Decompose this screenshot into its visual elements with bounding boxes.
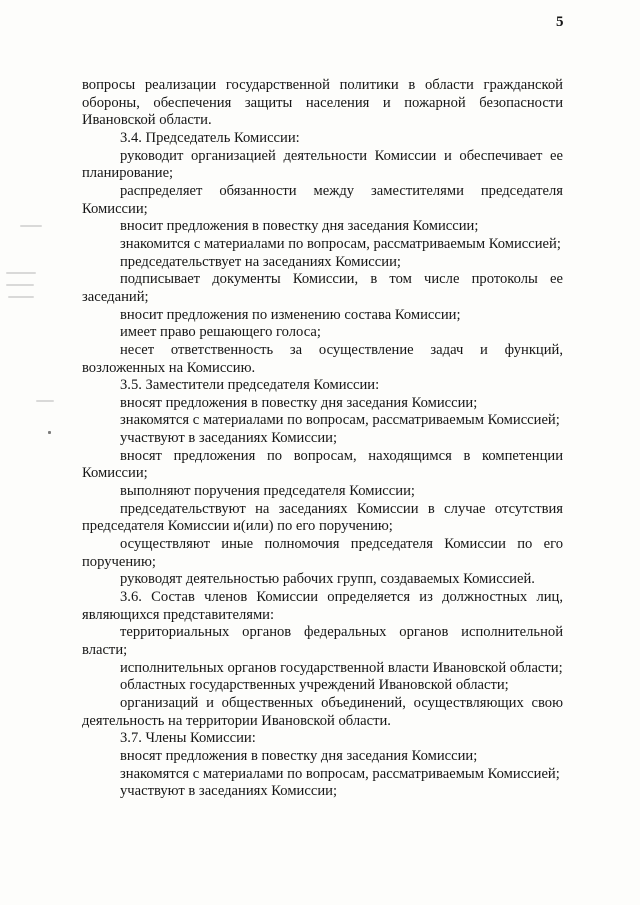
paragraph: вносят предложения по вопросам, находящимся в компетенции Комиссии;	[82, 447, 563, 482]
paragraph: подписывает документы Комиссии, в том числе протоколы ее заседаний;	[82, 271, 563, 305]
page-number: 5	[556, 14, 564, 30]
paragraph: территориальных органов федеральных органов исполнительной власти;	[82, 624, 563, 658]
paragraph: вносит предложения в повестку дня заседания Комиссии;	[120, 218, 479, 235]
scan-speck	[20, 225, 42, 227]
paragraph: осуществляют иные полномочия председателя Комиссии по его поручению;	[82, 536, 563, 570]
paragraph: распределяет обязанности между заместителями председателя Комиссии;	[82, 182, 563, 217]
paragraph: руководит организацией деятельности Комиссии и обеспечивает ее планирование;	[82, 147, 563, 182]
paragraph: вносят предложения в повестку дня заседания Комиссии;	[120, 394, 478, 411]
scan-speck	[48, 431, 51, 434]
paragraph: участвуют в заседаниях Комиссии;	[120, 430, 337, 447]
paragraph: вопросы реализации государственной политики в области гражданской обороны, обеспечения защиты населения и пожарной безопасности Ивановской области.	[82, 77, 563, 129]
paragraph: руководят деятельностью рабочих групп, создаваемых Комиссией.	[120, 571, 535, 588]
scan-speck	[36, 400, 54, 402]
section-heading: 3.5. Заместители председателя Комиссии:	[120, 377, 380, 394]
paragraph: вносит предложения по изменению состава Комиссии;	[120, 306, 461, 323]
document-body	[82, 77, 563, 801]
scan-speck	[6, 284, 34, 286]
section-heading: 3.4. Председатель Комиссии:	[120, 129, 300, 146]
section-heading: 3.7. Члены Комиссии:	[120, 730, 256, 747]
paragraph: председательствуют на заседаниях Комиссии в случае отсутствия председателя Комиссии и(или) по его поручению;	[82, 500, 563, 535]
paragraph: областных государственных учреждений Ивановской области;	[120, 677, 509, 694]
paragraph: организаций и общественных объединений, осуществляющих свою деятельность на территории Ивановской области.	[82, 694, 563, 729]
paragraph: выполняют поручения председателя Комиссии;	[120, 483, 415, 500]
scan-speck	[6, 272, 36, 274]
paragraph: несет ответственность за осуществление задач и функций, возложенных на Комиссию.	[82, 341, 563, 376]
paragraph: исполнительных органов государственной власти Ивановской области;	[120, 659, 563, 676]
paragraph: знакомятся с материалами по вопросам, рассматриваемым Комиссией;	[120, 412, 560, 429]
paragraph: имеет право решающего голоса;	[120, 324, 321, 341]
paragraph: вносят предложения в повестку дня заседания Комиссии;	[120, 747, 478, 764]
section-paragraph: 3.6. Состав членов Комиссии определяется из должностных лиц, являющихся представителями:	[82, 589, 563, 623]
paragraph: знакомятся с материалами по вопросам, рассматриваемым Комиссией;	[120, 765, 560, 782]
paragraph: участвуют в заседаниях Комиссии;	[120, 783, 337, 800]
paragraph: председательствует на заседаниях Комиссии;	[120, 253, 401, 270]
scan-speck	[8, 296, 34, 298]
paragraph: знакомится с материалами по вопросам, рассматриваемым Комиссией;	[120, 235, 561, 252]
